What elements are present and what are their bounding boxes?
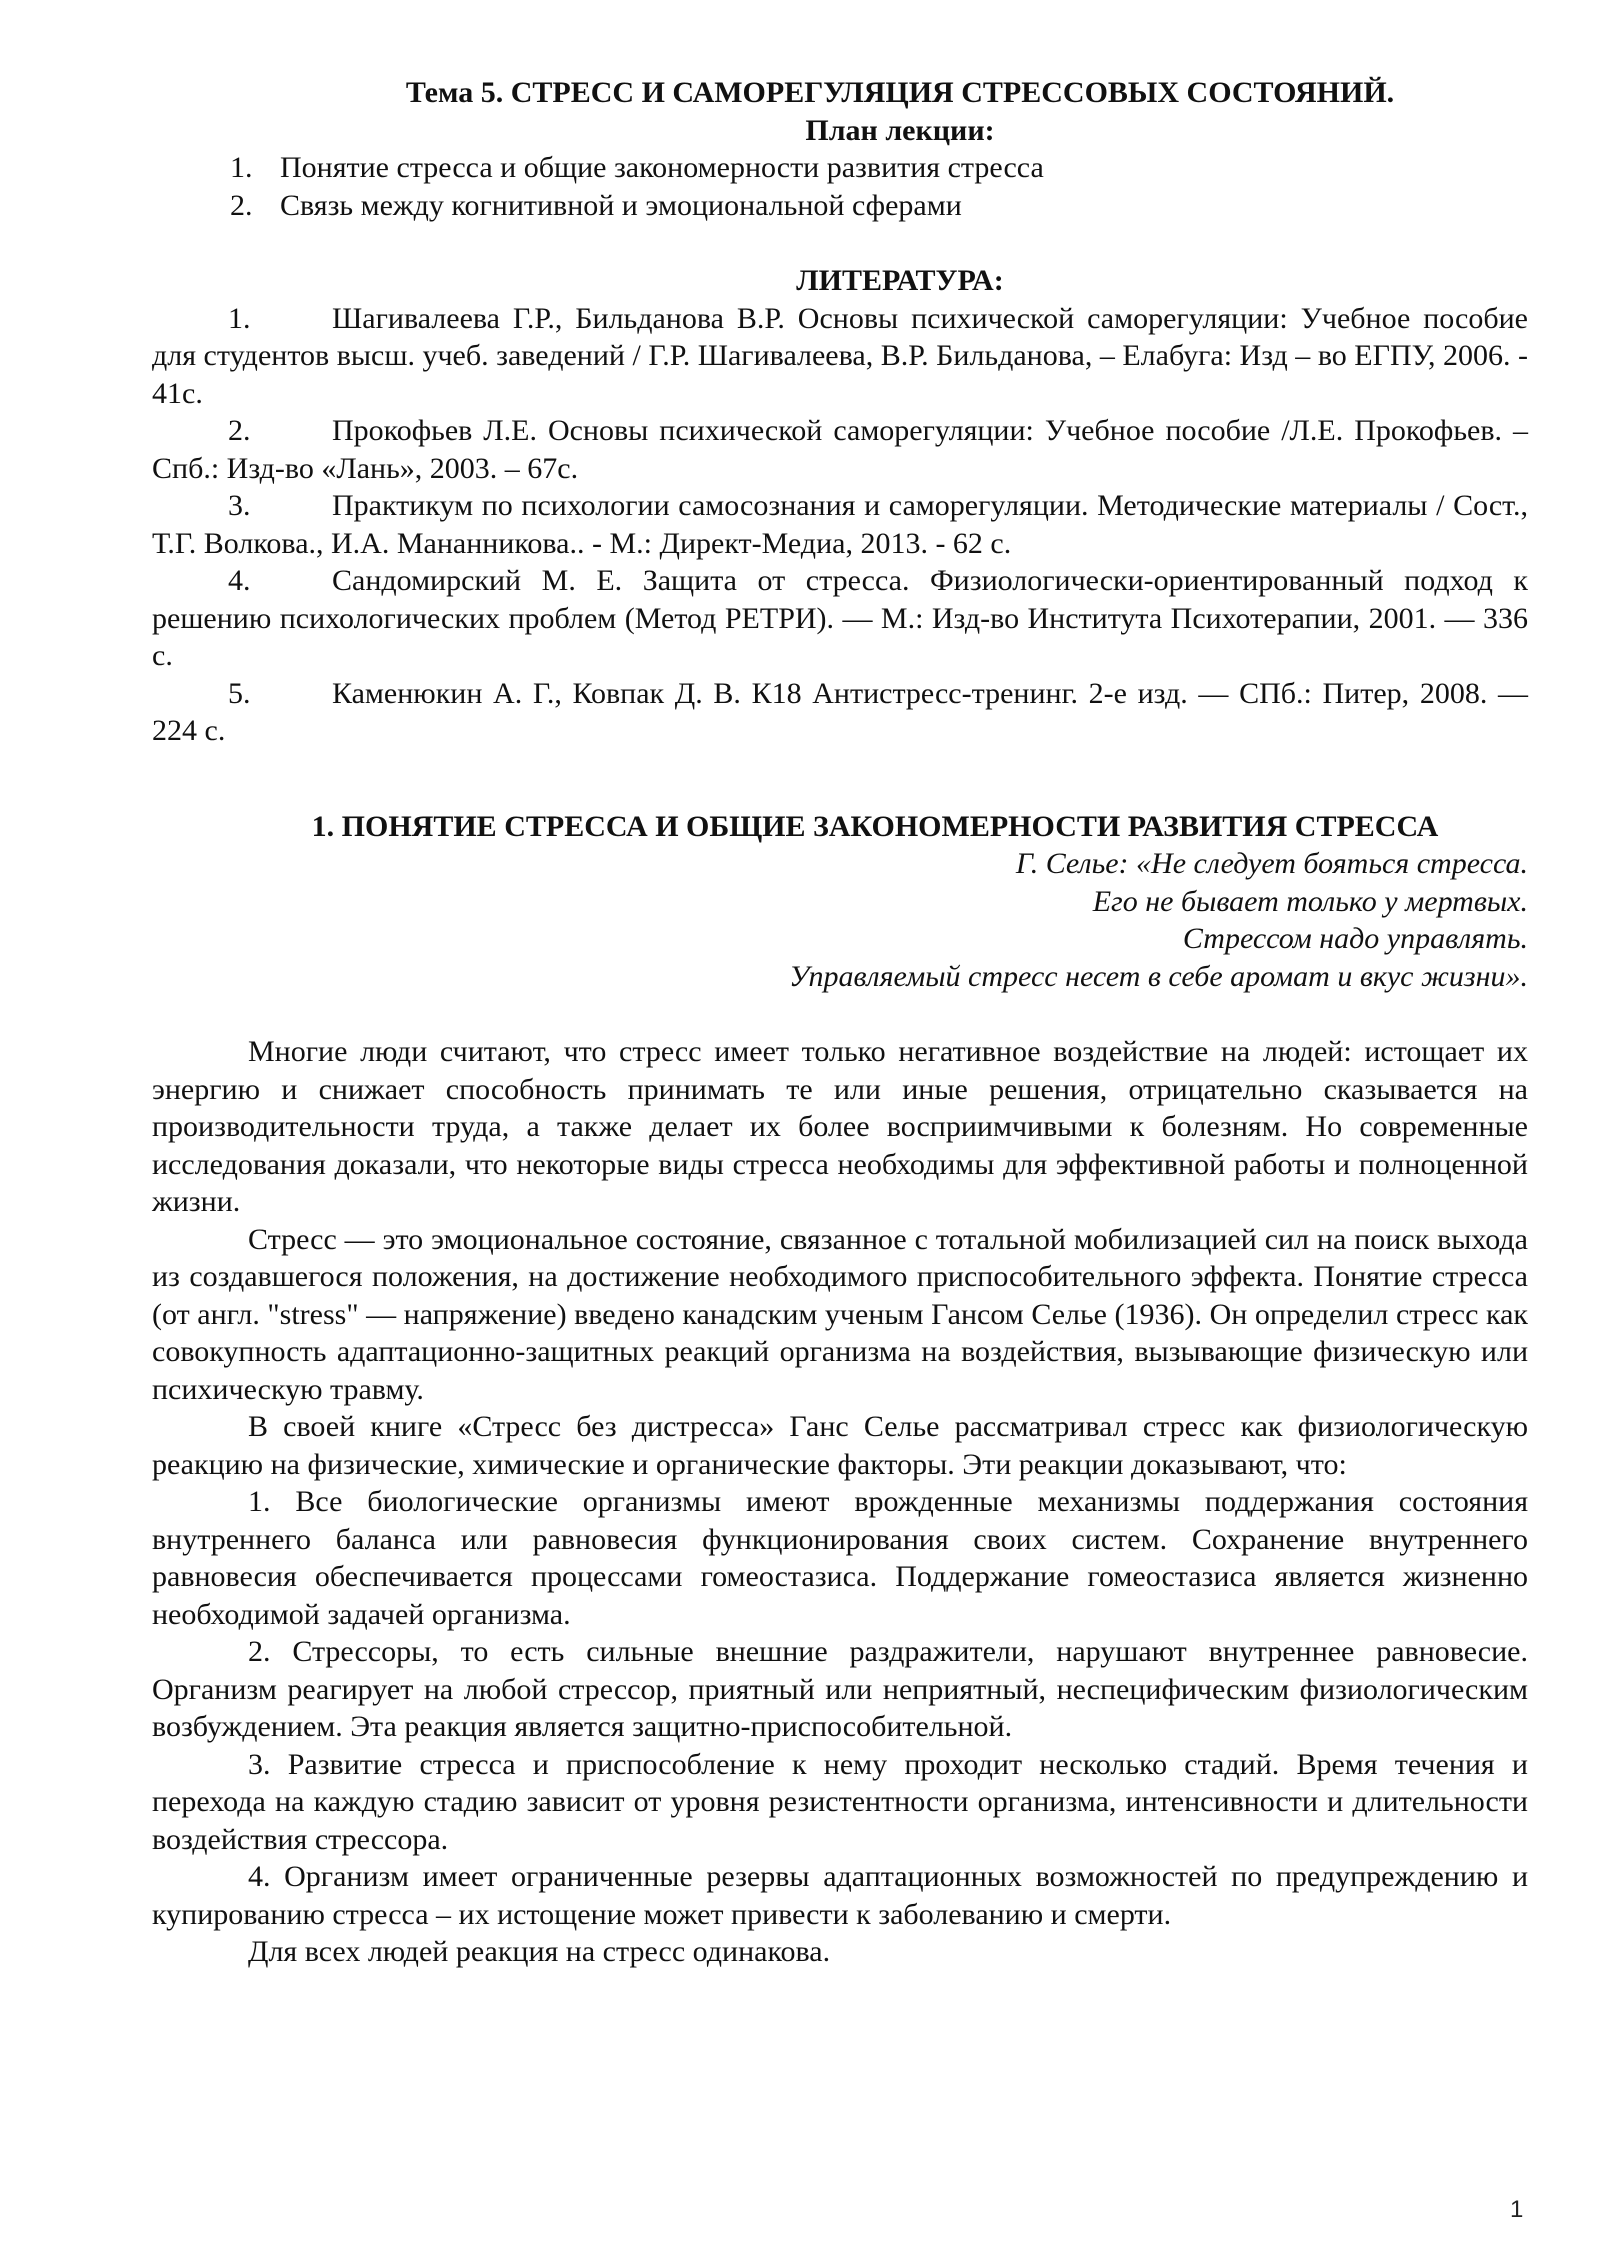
- numbered-paragraph: 2. Стрессоры, то есть сильные внешние раздражители, нарушают внутреннее равновесие. Организм реагирует на любой стрессор, приятный или неприятный, неспецифическим физиологическим возбуждением. Эта реакция является защитно-приспособительной.: [152, 1635, 1528, 1743]
- literature-list: [152, 300, 1528, 750]
- plan-list: [152, 149, 1528, 224]
- epigraph: [152, 845, 1528, 995]
- plan-item: [152, 149, 1528, 187]
- literature-item-text: Шагивалеева Г.Р., Бильданова В.Р. Основы психической саморегуляции: Учебное пособие для студентов высш. учеб. заведений / Г.Р. Шагивалеева, В.Р. Бильданова, – Елабуга: Изд – во ЕГПУ, 2006. - 41с.: [152, 301, 1528, 410]
- literature-item-number: 3.: [228, 489, 251, 522]
- section-body: [152, 1033, 1528, 1971]
- document-title: Тема 5. СТРЕСС И САМОРЕГУЛЯЦИЯ СТРЕССОВЫХ СОСТОЯНИЙ.: [405, 76, 1395, 109]
- literature-item-text: Сандомирский М. Е. Защита от стресса. Физиологически-ориентированный подход к решению психологических проблем (Метод РЕТРИ). — М.: Изд-во Института Психотерапии, 2001. — 336 с.: [152, 564, 1528, 672]
- document-page: [152, 74, 1528, 1971]
- literature-item-text: Практикум по психологии самосознания и саморегуляции. Методические материалы / Сост., Т.Г. Волкова., И.А. Мананникова.. - М.: Директ-Медиа, 2013. - 62 с.: [152, 489, 1528, 560]
- literature-item-text: Прокофьев Л.Е. Основы психической саморегуляции: Учебное пособие /Л.Е. Прокофьев. – Спб.: Изд-во «Лань», 2003. – 67с.: [152, 414, 1528, 485]
- plan-item: [152, 187, 1528, 225]
- epigraph-line: Стрессом надо управлять.: [1182, 922, 1528, 955]
- plan-item-number: 2.: [230, 188, 253, 222]
- literature-item-number: 1.: [228, 301, 251, 335]
- page-number: 1: [1510, 2196, 1524, 2223]
- numbered-paragraph: 4. Организм имеет ограниченные резервы адаптационных возможностей по предупреждению и купированию стресса – их истощение может привести к заболеванию и смерти.: [152, 1860, 1528, 1931]
- literature-item-text: Каменюкин А. Г., Ковпак Д. В. К18 Антистресс-тренинг. 2-е изд. — СПб.: Питер, 2008. — 224 с.: [152, 676, 1528, 747]
- numbered-paragraph: 1. Все биологические организмы имеют врожденные механизмы поддержания состояния внутреннего баланса или равновесия функционирования своих систем. Сохранение внутреннего равновесия обеспечивается процессами гомеостазиса. Поддержание гомеостазиса является жизненно необходимой задачей организма.: [152, 1485, 1528, 1631]
- epigraph-line: Г. Селье: «Не следует бояться стресса.: [1015, 847, 1528, 880]
- literature-item-number: 4.: [228, 564, 251, 597]
- literature-item: [152, 487, 1528, 562]
- body-paragraph: Многие люди считают, что стресс имеет только негативное воздействие на людей: истощает их энергию и снижает способность принимать те или иные решения, отрицательно сказывается на производительности труда, а также делает их более восприимчивыми к болезням. Но современные исследования доказали, что некоторые виды стресса необходимы для эффективной работы и полноценной жизни.: [152, 1035, 1528, 1218]
- literature-item: [152, 675, 1528, 750]
- plan-heading: План лекции:: [805, 113, 995, 147]
- epigraph-line: Управляемый стресс несет в себе аромат и вкус жизни».: [789, 959, 1528, 993]
- body-paragraph: Для всех людей реакция на стресс одинакова.: [248, 1935, 831, 1968]
- epigraph-line: Его не бывает только у мертвых.: [1092, 884, 1528, 918]
- literature-item-number: 2.: [228, 414, 251, 447]
- literature-heading: ЛИТЕРАТУРА:: [796, 264, 1004, 297]
- numbered-paragraph: 3. Развитие стресса и приспособление к нему проходит несколько стадий. Время течения и перехода на каждую стадию зависит от уровня резистентности организма, интенсивности и длительности воздействия стрессора.: [152, 1747, 1528, 1856]
- literature-item: [152, 300, 1528, 413]
- literature-item: [152, 562, 1528, 675]
- plan-item-text: Связь между когнитивной и эмоциональной сферами: [280, 188, 962, 222]
- literature-item: [152, 412, 1528, 487]
- plan-item-number: 1.: [230, 151, 253, 184]
- section-heading: 1. ПОНЯТИЕ СТРЕССА И ОБЩИЕ ЗАКОНОМЕРНОСТИ РАЗВИТИЯ СТРЕССА: [311, 809, 1439, 843]
- literature-item-number: 5.: [228, 676, 251, 710]
- body-paragraph: Стресс — это эмоциональное состояние, связанное с тотальной мобилизацией сил на поиск выхода из создавшегося положения, на достижение необходимого приспособительного эффекта. Понятие стресса (от англ. "stress" — напряжение) введено канадским ученым Гансом Селье (1936). Он определил стресс как совокупность адаптационно-защитных реакций организма на воздействия, вызывающие физическую или психическую травму.: [152, 1222, 1528, 1406]
- body-paragraph: В своей книге «Стресс без дистресса» Ганс Селье рассматривал стресс как физиологическую реакцию на физические, химические и органические факторы. Эти реакции доказывают, что:: [152, 1410, 1528, 1481]
- plan-item-text: Понятие стресса и общие закономерности развития стресса: [280, 151, 1044, 184]
